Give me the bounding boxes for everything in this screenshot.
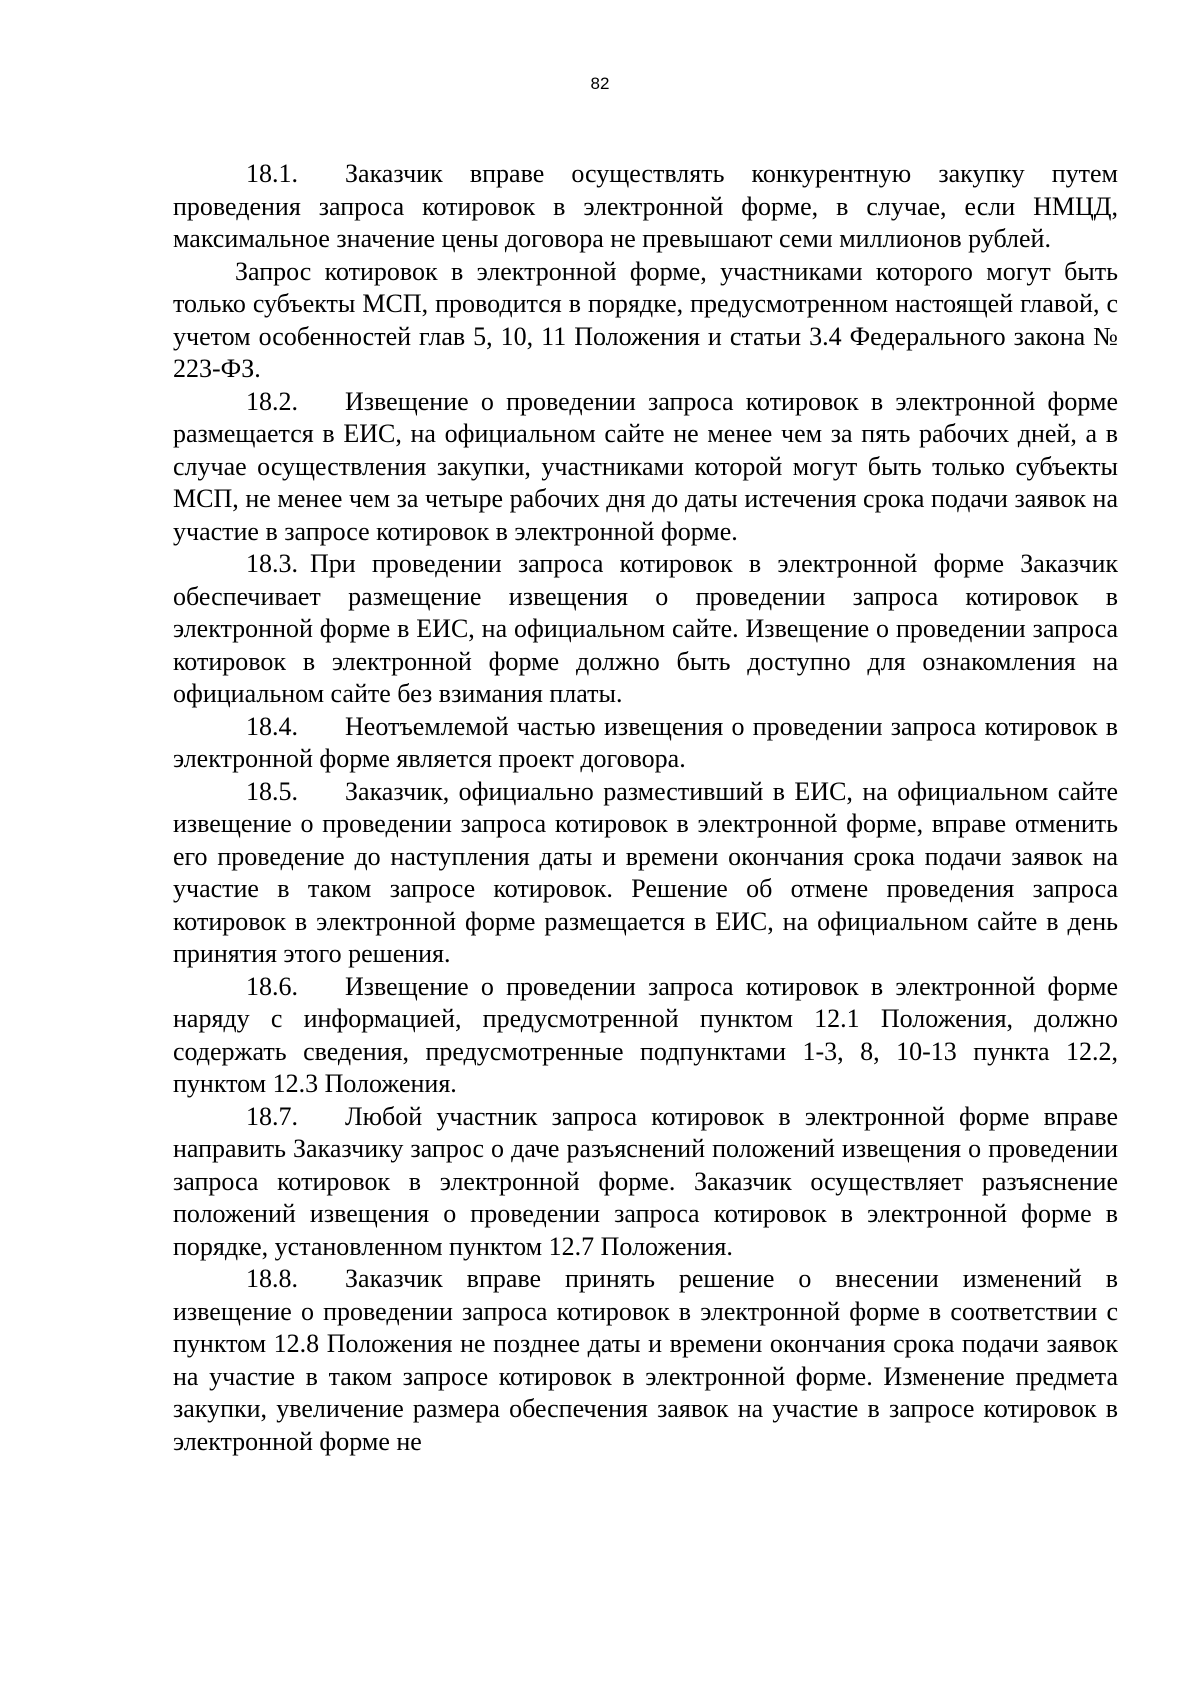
clause-text: При проведении запроса котировок в электронной форме Заказчик обеспечивает размещение извещения о проведении запроса котировок в электронной форме в ЕИС, на официальном сайте. Извещение о проведении запроса котировок в электронной форме должно быть доступно для ознакомления на официальном сайте без взимания платы. — [173, 549, 1118, 708]
clause-number: 18.8. — [246, 1264, 298, 1293]
clause-number: 18.1. — [246, 159, 298, 188]
clause-18-2 — [173, 386, 1118, 549]
clause-text: Любой участник запроса котировок в электронной форме вправе направить Заказчику запрос о даче разъяснений положений извещения о проведении запроса котировок в электронной форме. Заказчик осуществляет разъяснение положений извещения о проведении запроса котировок в электронной форме в порядке, установленном пунктом 12.7 Положения. — [173, 1101, 1118, 1261]
clause-18-1-continuation — [173, 256, 1118, 386]
clause-text: Заказчик, официально разместивший в ЕИС, на официальном сайте извещение о проведении запроса котировок в электронной форме, вправе отменить его проведение до наступления даты и времени окончания срока подачи заявок на участие в таком запросе котировок. Решение об отмене проведения запроса котировок в электронной форме размещается в ЕИС, на официальном сайте в день принятия этого решения. — [173, 776, 1118, 968]
document-body — [173, 158, 1118, 1458]
clause-number: 18.5. — [246, 776, 298, 806]
clause-number: 18.2. — [246, 386, 298, 416]
clause-text: Неотъемлемой частью извещения о проведении запроса котировок в электронной форме является проект договора. — [173, 711, 1118, 773]
clause-18-7 — [173, 1101, 1118, 1264]
clause-18-5 — [173, 776, 1118, 971]
clause-text: Заказчик вправе принять решение о внесении изменений в извещение о проведении запроса котировок в электронной форме в соответствии с пунктом 12.8 Положения не позднее даты и времени окончания срока подачи заявок на участие в таком запросе котировок в электронной форме. Изменение предмета закупки, увеличение размера обеспечения заявок на участие в запросе котировок в электронной форме не — [173, 1264, 1118, 1456]
clause-text: Извещение о проведении запроса котировок в электронной форме размещается в ЕИС, на официальном сайте не менее чем за пять рабочих дней, а в случае осуществления закупки, участниками которой могут быть только субъекты МСП, не менее чем за четыре рабочих дня до даты истечения срока подачи заявок на участие в запросе котировок в электронной форме. — [173, 386, 1118, 546]
clause-number: 18.6. — [246, 971, 298, 1001]
clause-18-8 — [173, 1263, 1118, 1458]
clause-number: 18.7. — [246, 1101, 298, 1131]
clause-18-6 — [173, 971, 1118, 1101]
clause-18-1 — [173, 158, 1118, 256]
clause-18-4 — [173, 711, 1118, 776]
clause-number: 18.3. — [246, 549, 298, 578]
clause-text: Запрос котировок в электронной форме, участниками которого могут быть только субъекты МСП, проводится в порядке, предусмотренном настоящей главой, с учетом особенностей глав 5, 10, 11 Положения и статьи 3.4 Федерального закона № 223-ФЗ. — [173, 256, 1118, 383]
clause-text: Извещение о проведении запроса котировок в электронной форме наряду с информацией, предусмотренной пунктом 12.1 Положения, должно содержать сведения, предусмотренные подпунктами 1-3, 8, 10-13 пункта 12.2, пунктом 12.3 Положения. — [173, 971, 1118, 1098]
clause-18-3 — [173, 548, 1118, 711]
clause-number: 18.4. — [246, 711, 298, 741]
clause-text: Заказчик вправе осуществлять конкурентную закупку путем проведения запроса котировок в электронной форме, в случае, если НМЦД, максимальное значение цены договора не превышают семи миллионов рублей. — [173, 159, 1118, 253]
page-number: 82 — [590, 74, 610, 93]
